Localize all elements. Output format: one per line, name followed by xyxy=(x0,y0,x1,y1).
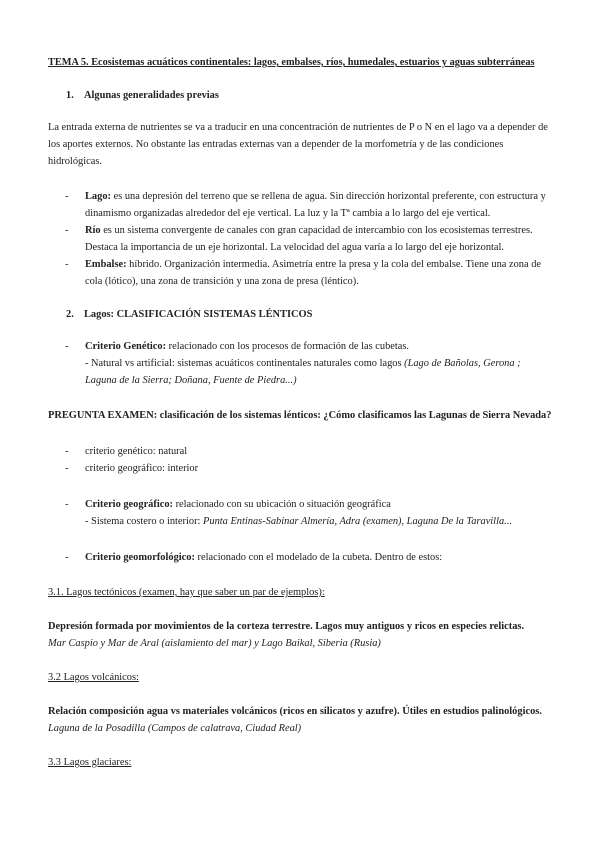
criterio-genetico-list xyxy=(48,338,554,389)
subsection-3-2-body: Relación composición agua vs materiales volcánicos (ricos en silicatos y azufre). Útiles en estudios palinológicos. Laguna de la Posadilla (Campos de calatrava, Ciudad Real) xyxy=(48,706,542,734)
section-1-heading: 1. Algunas generalidades previas xyxy=(66,90,219,101)
list-item-embalse: - Embalse: híbrido. Organización intermedia. Asimetría entre la presa y la cola del embalse. Tiene una zona de cola (lótico), una zona de transición y una zona de presa (léntico). xyxy=(48,256,554,290)
intro-paragraph: La entrada externa de nutrientes se va a traducir en una concentración de nutrientes de P o N en el lago va a depender de los aportes externos. No obstante las entradas externas van a depender de la morfometría y de las condiciones hidrológicas. xyxy=(48,122,548,167)
water-body-types-list xyxy=(48,188,554,290)
document-page xyxy=(48,54,554,771)
subsection-3-2-heading: 3.2 Lagos volcánicos: xyxy=(48,672,139,683)
criterio-geografico-list xyxy=(48,496,554,530)
list-item-criterio-geomorfologico: - Criterio geomorfológico: relacionado con el modelado de la cubeta. Dentro de estos: xyxy=(48,549,554,566)
section-2-heading: 2. Lagos: CLASIFICACIÓN SISTEMAS LÉNTICOS xyxy=(66,309,313,320)
list-item-answer: - criterio genético: natural xyxy=(48,443,554,460)
exam-question: PREGUNTA EXAMEN: clasificación de los sistemas lénticos: ¿Cómo clasificamos las Lagunas de Sierra Nevada? xyxy=(48,410,552,421)
subsection-3-1-body: Depresión formada por movimientos de la corteza terrestre. Lagos muy antiguos y ricos en especies relictas. Mar Caspio y Mar de Aral (aislamiento del mar) y Lago Baikal, Siberia (Rusia) xyxy=(48,621,525,649)
subsection-3-1-heading: 3.1. Lagos tectónicos (examen, hay que saber un par de ejemplos): xyxy=(48,587,325,598)
list-item-rio: - Río es un sistema convergente de canales con gran capacidad de intercambio con los ecosistemas terrestres. Destaca la importancia de un eje horizontal. La velocidad del agua varía a lo largo del eje horizontal. xyxy=(48,222,554,256)
list-item-criterio-genetico: - Criterio Genético: relacionado con los procesos de formación de las cubetas. - Natural vs artificial: sistemas acuáticos continentales naturales como lagos (Lago de Bañolas, Gerona ; Laguna de la Sierra; Doñana, Fuente de Piedra...) xyxy=(48,338,554,389)
list-item-lago: - Lago: es una depresión del terreno que se rellena de agua. Sin dirección horizontal preferente, con estructura y dinamismo organizadas alrededor del eje vertical. La luz y la Tª cambia a lo largo del eje vertical. xyxy=(48,188,554,222)
subsection-3-3-heading: 3.3 Lagos glaciares: xyxy=(48,757,132,768)
criterio-geomorfologico-list xyxy=(48,549,554,566)
list-item-criterio-geografico: - Criterio geográfico: relacionado con su ubicación o situación geográfica - Sistema costero o interior: Punta Entinas-Sabinar Almería, Adra (examen), Laguna De la Taravilla... xyxy=(48,496,554,530)
document-title: TEMA 5. Ecosistemas acuáticos continentales: lagos, embalses, ríos, humedales, estuarios y aguas subterráneas xyxy=(48,57,535,68)
answers-list xyxy=(48,443,554,477)
list-item-answer: - criterio geográfico: interior xyxy=(48,460,554,477)
